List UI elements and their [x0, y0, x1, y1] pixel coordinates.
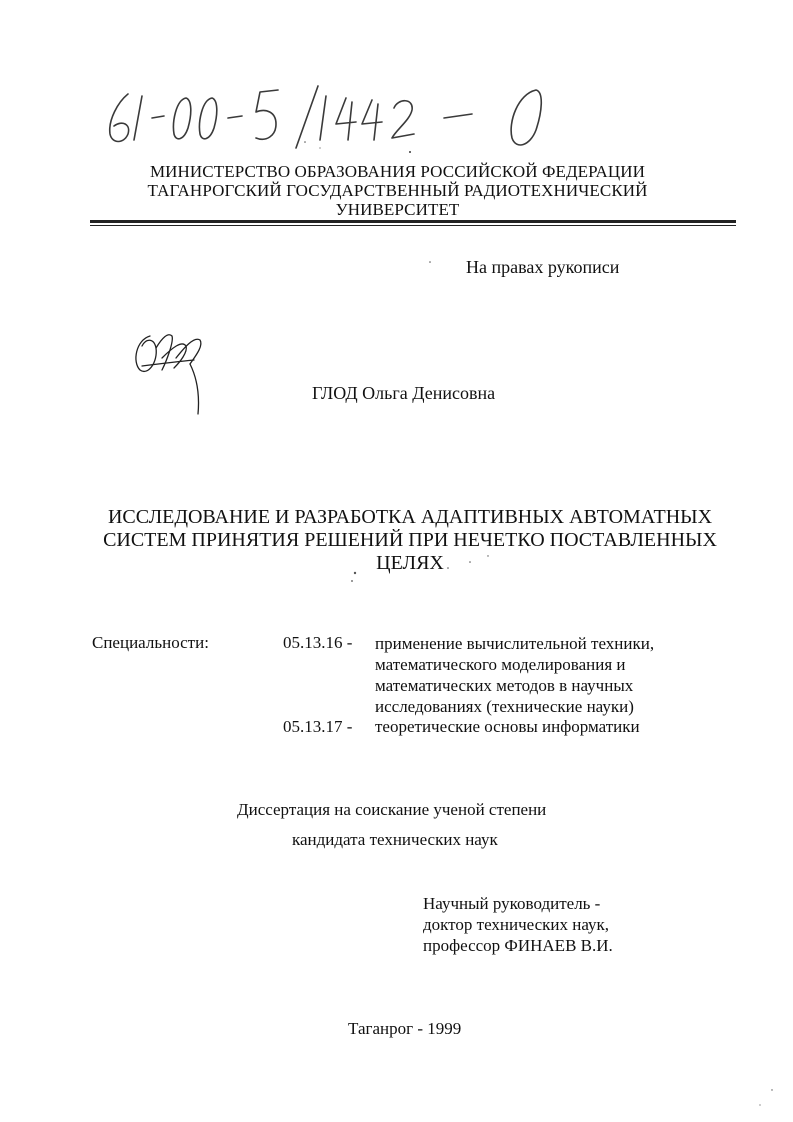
header-line-university: ТАГАНРОГСКИЙ ГОСУДАРСТВЕННЫЙ РАДИОТЕХНИЧЕСКИЙ	[147, 181, 648, 200]
specialty-description-line: теоретические основы информатики	[375, 717, 640, 736]
specialties-label: Специальности:	[92, 633, 209, 652]
specialty-description-line: математических методов в научных	[375, 676, 634, 695]
specialty-code: 05.13.17 -	[283, 717, 353, 736]
title-line-2: СИСТЕМ ПРИНЯТИЯ РЕШЕНИЙ ПРИ НЕЧЕТКО ПОСТАВЛЕННЫХ	[103, 529, 717, 551]
dissertation-title	[80, 506, 740, 575]
supervisor-degree: доктор технических наук,	[423, 915, 610, 934]
author-name: ГЛОД Ольга Денисовна	[312, 383, 496, 403]
specialty-description	[375, 633, 735, 717]
header-divider-thin	[90, 225, 736, 226]
specialty-code: 05.13.16 -	[283, 633, 353, 652]
specialty-description-line: исследованиях (технические науки)	[375, 697, 634, 716]
degree-statement: Диссертация на соискание ученой степени	[237, 800, 547, 819]
institution-header	[120, 162, 675, 219]
handwritten-archive-code	[100, 82, 570, 162]
manuscript-note: На правах рукописи	[466, 257, 620, 277]
specialty-description-line: применение вычислительной техники,	[375, 634, 655, 653]
header-divider-thick	[90, 220, 736, 223]
supervisor-role: Научный руководитель -	[423, 894, 601, 913]
title-line-3: ЦЕЛЯХ	[376, 552, 444, 574]
title-line-1: ИССЛЕДОВАНИЕ И РАЗРАБОТКА АДАПТИВНЫХ АВТОМАТНЫХ	[107, 506, 713, 528]
header-line-ministry: МИНИСТЕРСТВО ОБРАЗОВАНИЯ РОССИЙСКОЙ ФЕДЕРАЦИИ	[149, 162, 646, 181]
supervisor-name: профессор ФИНАЕВ В.И.	[423, 936, 613, 955]
specialty-description-line: математического моделирования и	[375, 655, 626, 674]
signature-mark	[128, 318, 218, 418]
supervisor-block	[423, 893, 613, 956]
header-line-university-cont: УНИВЕРСИТЕТ	[335, 200, 460, 219]
degree-name: кандидата технических наук	[292, 830, 498, 849]
city-year: Таганрог - 1999	[348, 1019, 462, 1038]
